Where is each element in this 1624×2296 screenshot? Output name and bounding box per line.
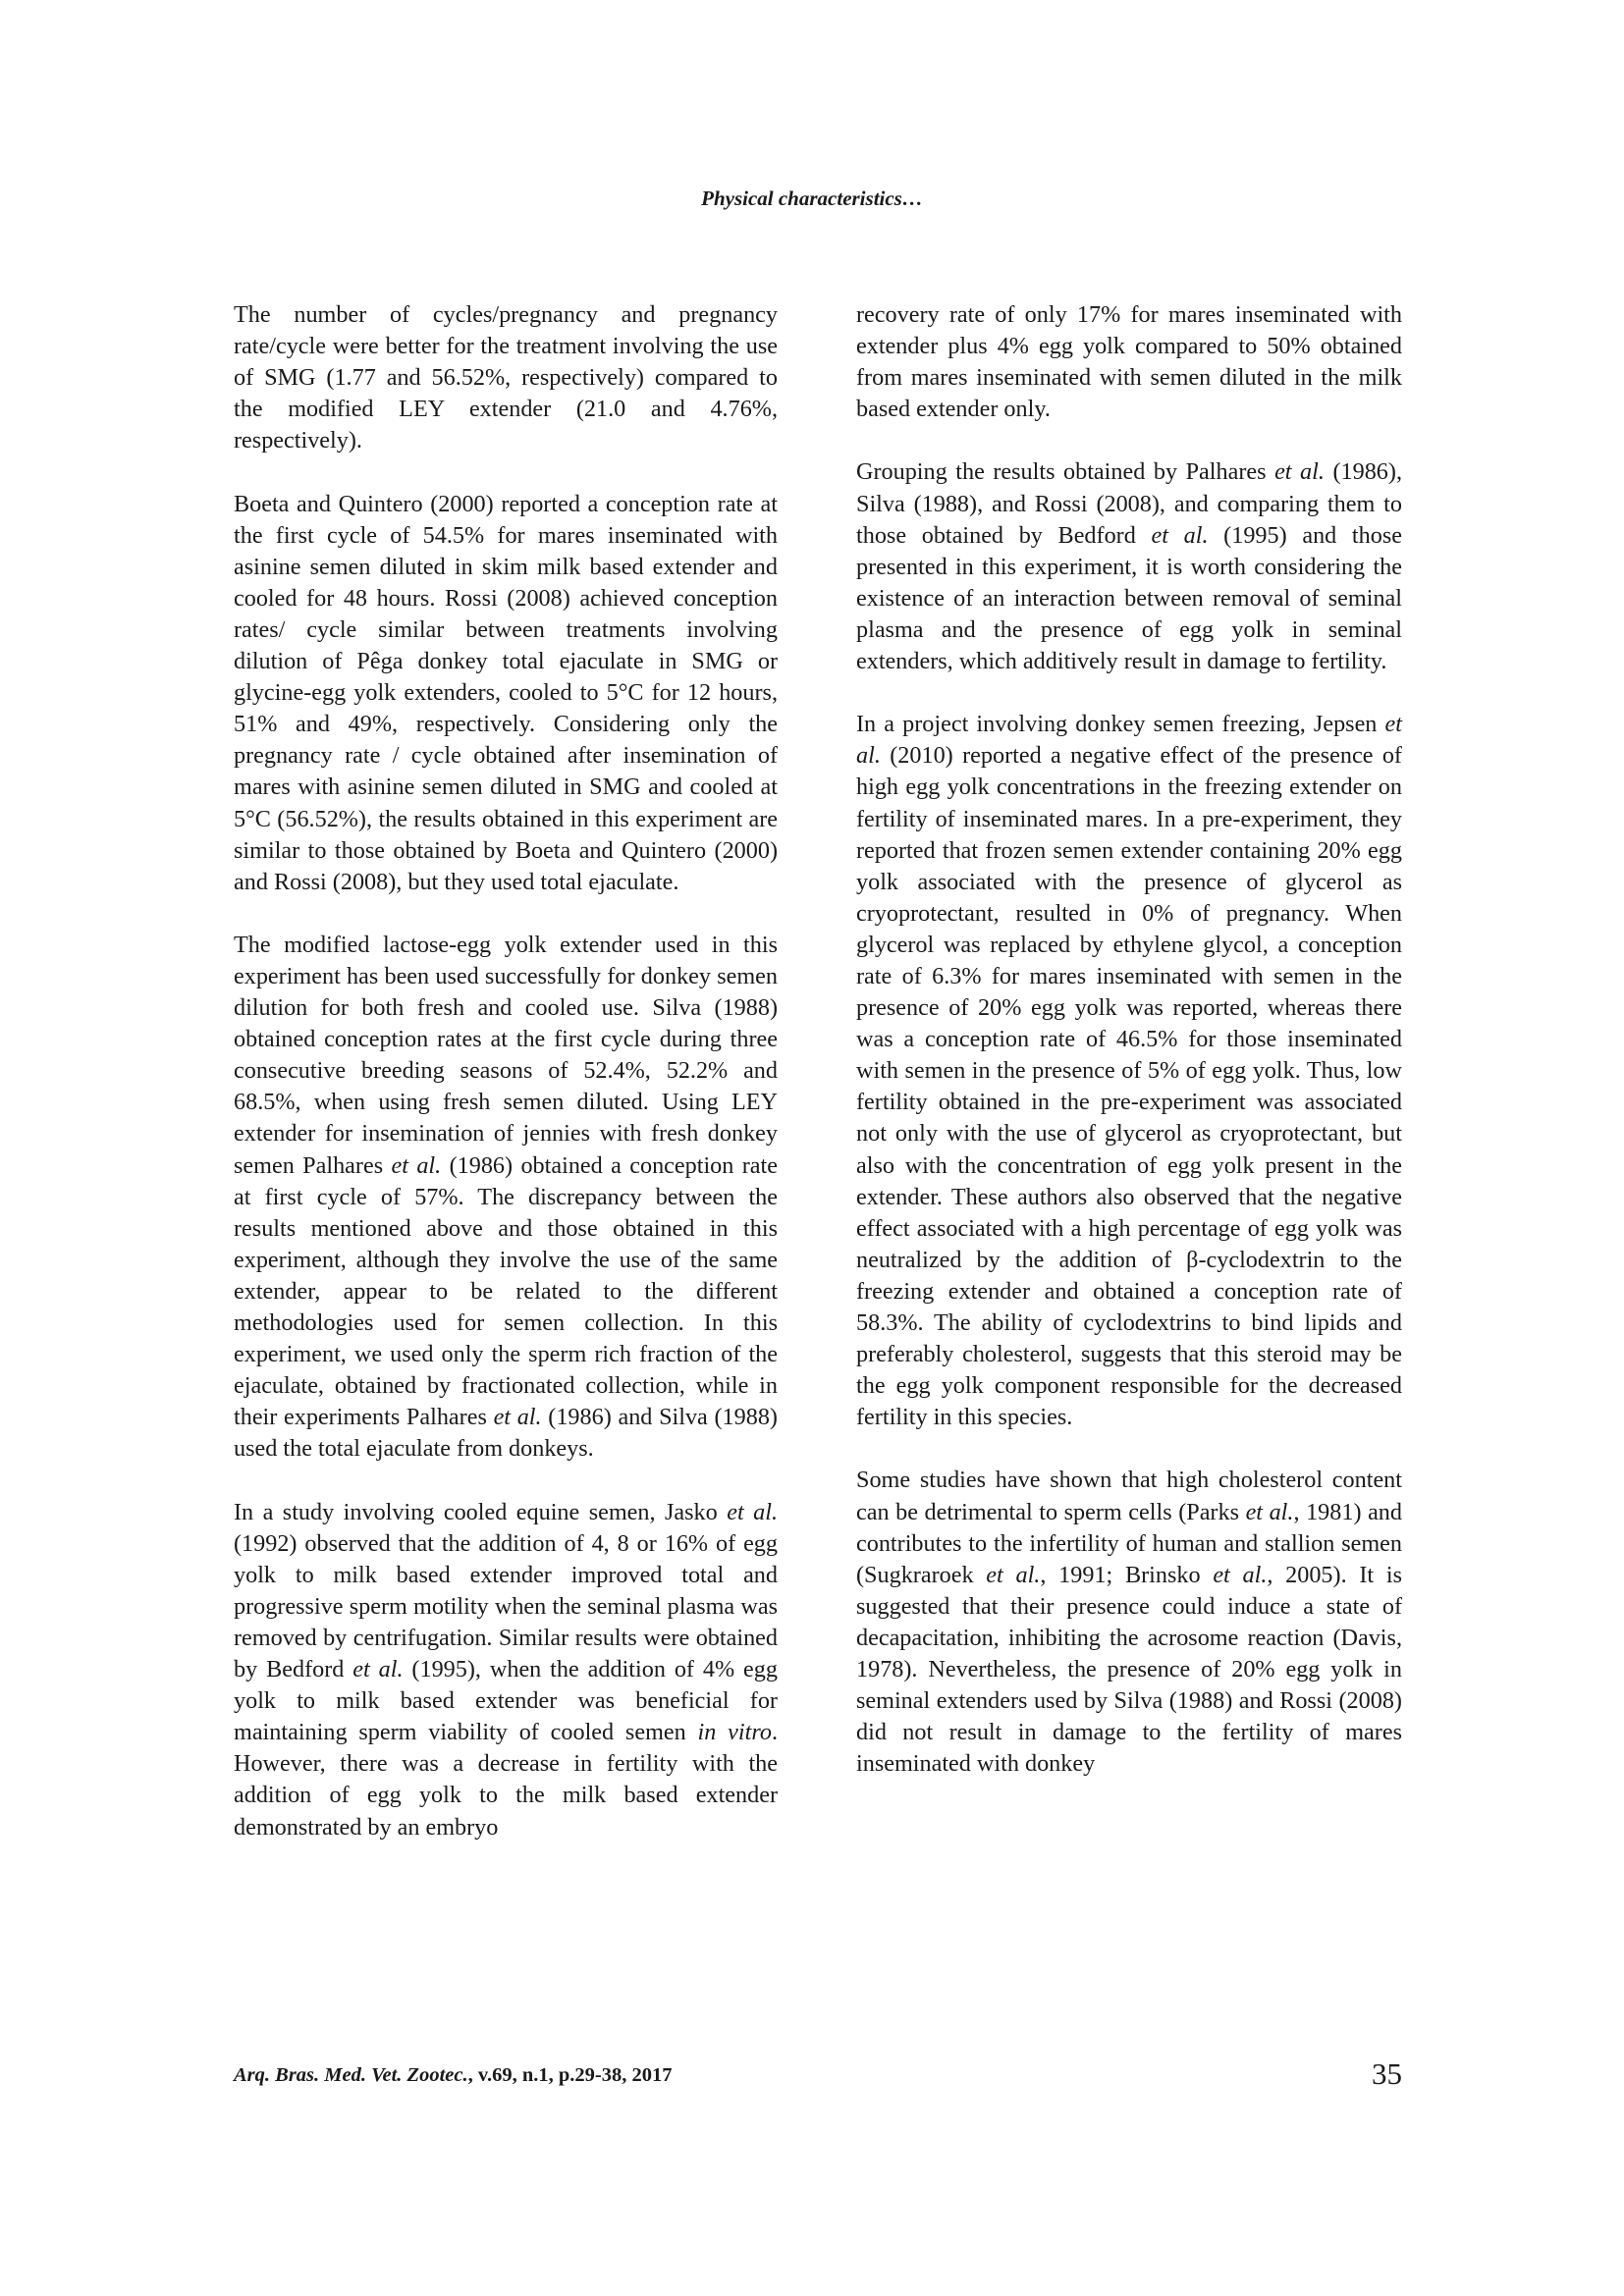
et-al-italic: et al.	[1213, 1561, 1268, 1588]
journal-name: Arq. Bras. Med. Vet. Zootec.	[234, 2064, 468, 2086]
right-column	[856, 299, 1402, 1780]
text-run: , 2005). It is suggested that their presence could induce a state of decapacitation, inhibiting the acrosome reaction (Davis, 1978). Nevertheless, the presence of 20% egg yolk in seminal extenders used by Silva (1988) and Rossi (2008) did not result in damage to the fertility of mares inseminated with donkey	[856, 1561, 1403, 1778]
text-run: (1995) and those presented in this experiment, it is worth considering the existence of an interaction between removal of seminal plasma and the presence of egg yolk in seminal extenders, which additively result in damage to fertility.	[856, 521, 1402, 675]
journal-citation	[234, 2064, 672, 2087]
left-column	[234, 299, 778, 1843]
paragraph: The number of cycles/pregnancy and pregnancy rate/cycle were better for the treatment involving the use of SMG (1.77 and 56.52%, respectively) compared to the modified LEY extender (21.0 and 4.76%, respectively).	[234, 301, 778, 454]
paragraph: recovery rate of only 17% for mares inseminated with extender plus 4% egg yolk compared to 50% obtained from mares inseminated with semen diluted in the milk based extender only.	[856, 301, 1402, 423]
et-al-italic: et al.	[986, 1561, 1041, 1588]
journal-volume: , v.69, n.1, p.29-38, 2017	[467, 2064, 673, 2086]
text-run: (1986) obtained a conception rate at first cycle of 57%. The discrepancy between the results mentioned above and those obtained in this experiment, although they involve the use of the same extender, appear to be related to the different methodologies used for semen collection. In this experiment, we used only the sperm rich fraction of the ejaculate, obtained by fractionated collection, while in their experiments Palhares	[234, 1151, 778, 1431]
page-number: 35	[1372, 2056, 1402, 2091]
et-al-italic: et al.	[352, 1656, 404, 1683]
text-run: . However, there was a decrease in fertility with the addition of egg yolk to the milk based extender demonstrated by an embryo	[234, 1719, 778, 1841]
text-run: In a project involving donkey semen freezing, Jepsen	[856, 711, 1385, 738]
text-run: (1992) observed that the addition of 4, 8 or 16% of egg yolk to milk based extender improved total and progressive sperm motility when the seminal plasma was removed by centrifugation. Similar results were obtained by Bedford	[234, 1529, 778, 1683]
text-run: Some studies have shown that high cholesterol content can be detrimental to sperm cells (Parks	[856, 1467, 1402, 1525]
text-run: (1986) and Silva (1988) used the total ejaculate from donkeys.	[234, 1404, 778, 1463]
paragraph	[856, 456, 1402, 677]
et-al-italic: et al.	[727, 1498, 778, 1525]
paragraph	[856, 709, 1402, 1433]
text-run: (1986), Silva (1988), and Rossi (2008), and comparing them to those obtained by Bedford	[856, 458, 1402, 549]
et-al-italic: et al.	[1245, 1498, 1294, 1525]
text-run: Grouping the results obtained by Palhares	[856, 458, 1275, 486]
paragraph	[234, 930, 778, 1466]
in-vitro-italic: in vitro	[697, 1719, 772, 1746]
paragraph	[234, 1497, 778, 1843]
text-run: (1995), when the addition of 4% egg yolk to milk based extender was beneficial for maintaining sperm viability of cooled semen	[234, 1656, 778, 1746]
et-al-italic: et al.	[1274, 458, 1325, 486]
text-run: , 1991; Brinsko	[1040, 1561, 1214, 1588]
text-run: The modified lactose-egg yolk extender used in this experiment has been used successfully for donkey semen dilution for both fresh and cooled use. Silva (1988) obtained conception rates at the first cycle during three consecutive breeding seasons of 52.4%, 52.2% and 68.5%, when using fresh semen diluted. Using LEY extender for insemination of jennies with fresh donkey semen Palhares	[234, 931, 778, 1179]
paragraph	[856, 1465, 1402, 1780]
et-al-italic: et al.	[391, 1151, 442, 1179]
et-al-italic: et al.	[493, 1404, 542, 1431]
running-head: Physical characteristics…	[701, 187, 923, 210]
text-run: , 1981) and contributes to the infertility of human and stallion semen (Sugkraroek	[856, 1498, 1402, 1588]
et-al-italic: et al.	[856, 711, 1402, 770]
paragraph: Boeta and Quintero (2000) reported a conception rate at the first cycle of 54.5% for mares inseminated with asinine semen diluted in skim milk based extender and cooled for 48 hours. Rossi (2008) achieved conception rates/ cycle similar between treatments involving dilution of Pêga donkey total ejaculate in SMG or glycine-egg yolk extenders, cooled to 5°C for 12 hours, 51% and 49%, respectively. Considering only the pregnancy rate / cycle obtained after insemination of mares with asinine semen diluted in SMG and cooled at 5°C (56.52%), the results obtained in this experiment are similar to those obtained by Boeta and Quintero (2000) and Rossi (2008), but they used total ejaculate.	[234, 490, 778, 895]
text-run: (2010) reported a negative effect of the presence of high egg yolk concentrations in the freezing extender on fertility of inseminated mares. In a pre-experiment, they reported that frozen semen extender containing 20% egg yolk associated with the presence of glycerol as cryoprotectant, resulted in 0% of pregnancy. When glycerol was replaced by ethylene glycol, a conception rate of 6.3% for mares inseminated with semen in the presence of 20% egg yolk was reported, whereas there was a conception rate of 46.5% for those inseminated with semen in the presence of 5% of egg yolk. Thus, low fertility obtained in the pre-experiment was associated not only with the use of glycerol as cryoprotectant, but also with the concentration of egg yolk present in the extender. These authors also observed that the negative effect associated with a high percentage of egg yolk was neutralized by the addition of β-cyclodextrin to the freezing extender and obtained a conception rate of 58.3%. The ability of cyclodextrins to bind lipids and preferably cholesterol, suggests that this steroid may be the egg yolk component responsible for the decreased fertility in this species.	[856, 742, 1402, 1431]
text-run: In a study involving cooled equine semen, Jasko	[234, 1498, 728, 1525]
et-al-italic: et al.	[1151, 521, 1209, 549]
